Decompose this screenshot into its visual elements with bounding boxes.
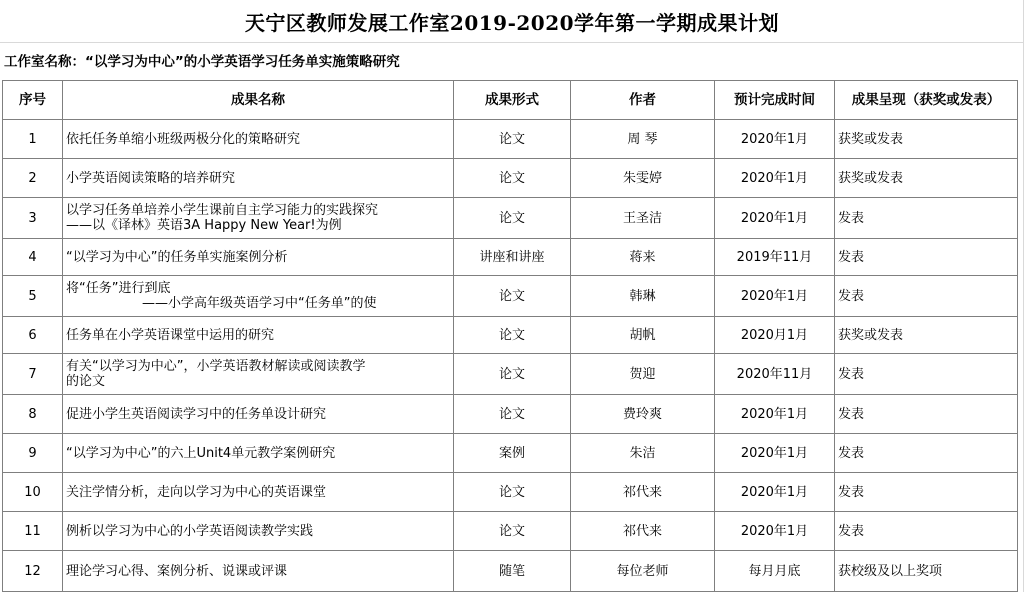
table-row (3, 551, 1018, 592)
cell-time[interactable]: 2020年11月 (715, 354, 835, 395)
table-header-row (3, 81, 1018, 120)
cell-index[interactable]: 2 (3, 159, 63, 198)
title-line: “以学习为中心”的任务单实施案例分析 (66, 249, 288, 265)
title-line: 以学习任务单培养小学生课前自主学习能力的实践探究 (66, 203, 379, 218)
table-row (3, 317, 1018, 354)
title-line: 促进小学生英语阅读学习中的任务单设计研究 (66, 406, 327, 422)
cell-result[interactable]: 发表 (835, 354, 1018, 395)
cell-form[interactable]: 论文 (454, 395, 571, 434)
cell-index[interactable]: 9 (3, 434, 63, 473)
cell-result[interactable]: 获奖或发表 (835, 120, 1018, 159)
cell-index[interactable]: 7 (3, 354, 63, 395)
cell-author[interactable]: 朱雯婷 (571, 159, 715, 198)
cell-author[interactable]: 朱洁 (571, 434, 715, 473)
title-line: “以学习为中心”的六上Unit4单元教学案例研究 (66, 445, 336, 461)
cell-index[interactable]: 3 (3, 198, 63, 239)
header-index: 序号 (3, 81, 63, 120)
cell-result[interactable]: 发表 (835, 276, 1018, 317)
cell-index[interactable]: 1 (3, 120, 63, 159)
cell-title[interactable] (63, 276, 454, 317)
table-row (3, 473, 1018, 512)
cell-index[interactable]: 5 (3, 276, 63, 317)
cell-result[interactable]: 获奖或发表 (835, 317, 1018, 354)
cell-title[interactable] (63, 317, 454, 354)
cell-index[interactable]: 8 (3, 395, 63, 434)
title-line: ——小学高年级英语学习中“任务单”的使 (142, 296, 377, 311)
table-row (3, 198, 1018, 239)
cell-index[interactable]: 12 (3, 551, 63, 592)
cell-result[interactable]: 发表 (835, 473, 1018, 512)
title-line: 有关“以学习为中心”，小学英语教材解读或阅读教学 (66, 359, 366, 374)
table-row (3, 512, 1018, 551)
document-title: 天宁区教师发展工作室2019-2020学年第一学期成果计划 (0, 0, 1024, 43)
cell-author[interactable]: 蒋来 (571, 239, 715, 276)
cell-time[interactable]: 2020年1月 (715, 159, 835, 198)
cell-form[interactable]: 讲座和讲座 (454, 239, 571, 276)
cell-title[interactable] (63, 512, 454, 551)
cell-form[interactable]: 论文 (454, 317, 571, 354)
header-title: 成果名称 (63, 81, 454, 120)
cell-form[interactable]: 案例 (454, 434, 571, 473)
cell-time[interactable]: 2020年1月 (715, 395, 835, 434)
cell-form[interactable]: 论文 (454, 198, 571, 239)
cell-form[interactable]: 随笔 (454, 551, 571, 592)
cell-title[interactable] (63, 551, 454, 592)
title-line: 的论文 (66, 374, 106, 389)
cell-time[interactable]: 2019年11月 (715, 239, 835, 276)
cell-title[interactable] (63, 434, 454, 473)
table-row (3, 120, 1018, 159)
cell-author[interactable]: 韩琳 (571, 276, 715, 317)
cell-index[interactable]: 11 (3, 512, 63, 551)
cell-time[interactable]: 2020年1月 (715, 512, 835, 551)
cell-title[interactable] (63, 159, 454, 198)
table-row (3, 239, 1018, 276)
cell-time[interactable]: 2020年1月 (715, 473, 835, 512)
title-line: 理论学习心得、案例分析、说课或评课 (66, 563, 288, 579)
table-row (3, 159, 1018, 198)
cell-index[interactable]: 10 (3, 473, 63, 512)
cell-result[interactable]: 发表 (835, 239, 1018, 276)
cell-time[interactable]: 2020年1月 (715, 276, 835, 317)
cell-title[interactable] (63, 198, 454, 239)
header-author: 作者 (571, 81, 715, 120)
cell-title[interactable] (63, 395, 454, 434)
header-form: 成果形式 (454, 81, 571, 120)
title-line: 任务单在小学英语课堂中运用的研究 (66, 327, 275, 343)
table-row (3, 434, 1018, 473)
cell-result[interactable]: 发表 (835, 395, 1018, 434)
cell-form[interactable]: 论文 (454, 159, 571, 198)
cell-author[interactable]: 每位老师 (571, 551, 715, 592)
title-line: 关注学情分析，走向以学习为中心的英语课堂 (66, 484, 327, 500)
header-result: 成果呈现（获奖或发表） (835, 81, 1018, 120)
studio-name-row: 工作室名称：“以学习为中心”的小学英语学习任务单实施策略研究 (4, 54, 400, 70)
cell-time[interactable]: 2020年1月 (715, 198, 835, 239)
header-time: 预计完成时间 (715, 81, 835, 120)
cell-form[interactable]: 论文 (454, 354, 571, 395)
cell-author[interactable]: 王圣洁 (571, 198, 715, 239)
cell-result[interactable]: 发表 (835, 198, 1018, 239)
cell-index[interactable]: 6 (3, 317, 63, 354)
cell-result[interactable]: 发表 (835, 512, 1018, 551)
cell-time[interactable]: 2020年1月 (715, 120, 835, 159)
cell-form[interactable]: 论文 (454, 473, 571, 512)
cell-result[interactable]: 发表 (835, 434, 1018, 473)
cell-result[interactable]: 获校级及以上奖项 (835, 551, 1018, 592)
title-line: 将“任务”进行到底 (66, 281, 171, 296)
cell-result[interactable]: 获奖或发表 (835, 159, 1018, 198)
cell-form[interactable]: 论文 (454, 512, 571, 551)
cell-author[interactable]: 费玲爽 (571, 395, 715, 434)
cell-title[interactable] (63, 120, 454, 159)
cell-title[interactable] (63, 473, 454, 512)
table-row (3, 276, 1018, 317)
cell-title[interactable] (63, 354, 454, 395)
cell-author[interactable]: 祁代来 (571, 473, 715, 512)
title-line: 小学英语阅读策略的培养研究 (66, 170, 236, 186)
cell-title[interactable] (63, 239, 454, 276)
cell-author[interactable]: 胡帆 (571, 317, 715, 354)
cell-index[interactable]: 4 (3, 239, 63, 276)
table-row (3, 395, 1018, 434)
table-row (3, 354, 1018, 395)
title-line: 依托任务单缩小班级两极分化的策略研究 (66, 131, 301, 147)
cell-time[interactable]: 2020月1月 (715, 317, 835, 354)
achievement-table (2, 80, 1018, 592)
cell-time[interactable]: 2020年1月 (715, 434, 835, 473)
cell-time[interactable]: 每月月底 (715, 551, 835, 592)
cell-form[interactable]: 论文 (454, 120, 571, 159)
title-line: ——以《译林》英语3A Happy New Year!为例 (66, 218, 342, 233)
cell-author[interactable]: 周 琴 (571, 120, 715, 159)
cell-form[interactable]: 论文 (454, 276, 571, 317)
cell-author[interactable]: 祁代来 (571, 512, 715, 551)
cell-author[interactable]: 贺迎 (571, 354, 715, 395)
title-line: 例析以学习为中心的小学英语阅读教学实践 (66, 523, 314, 539)
